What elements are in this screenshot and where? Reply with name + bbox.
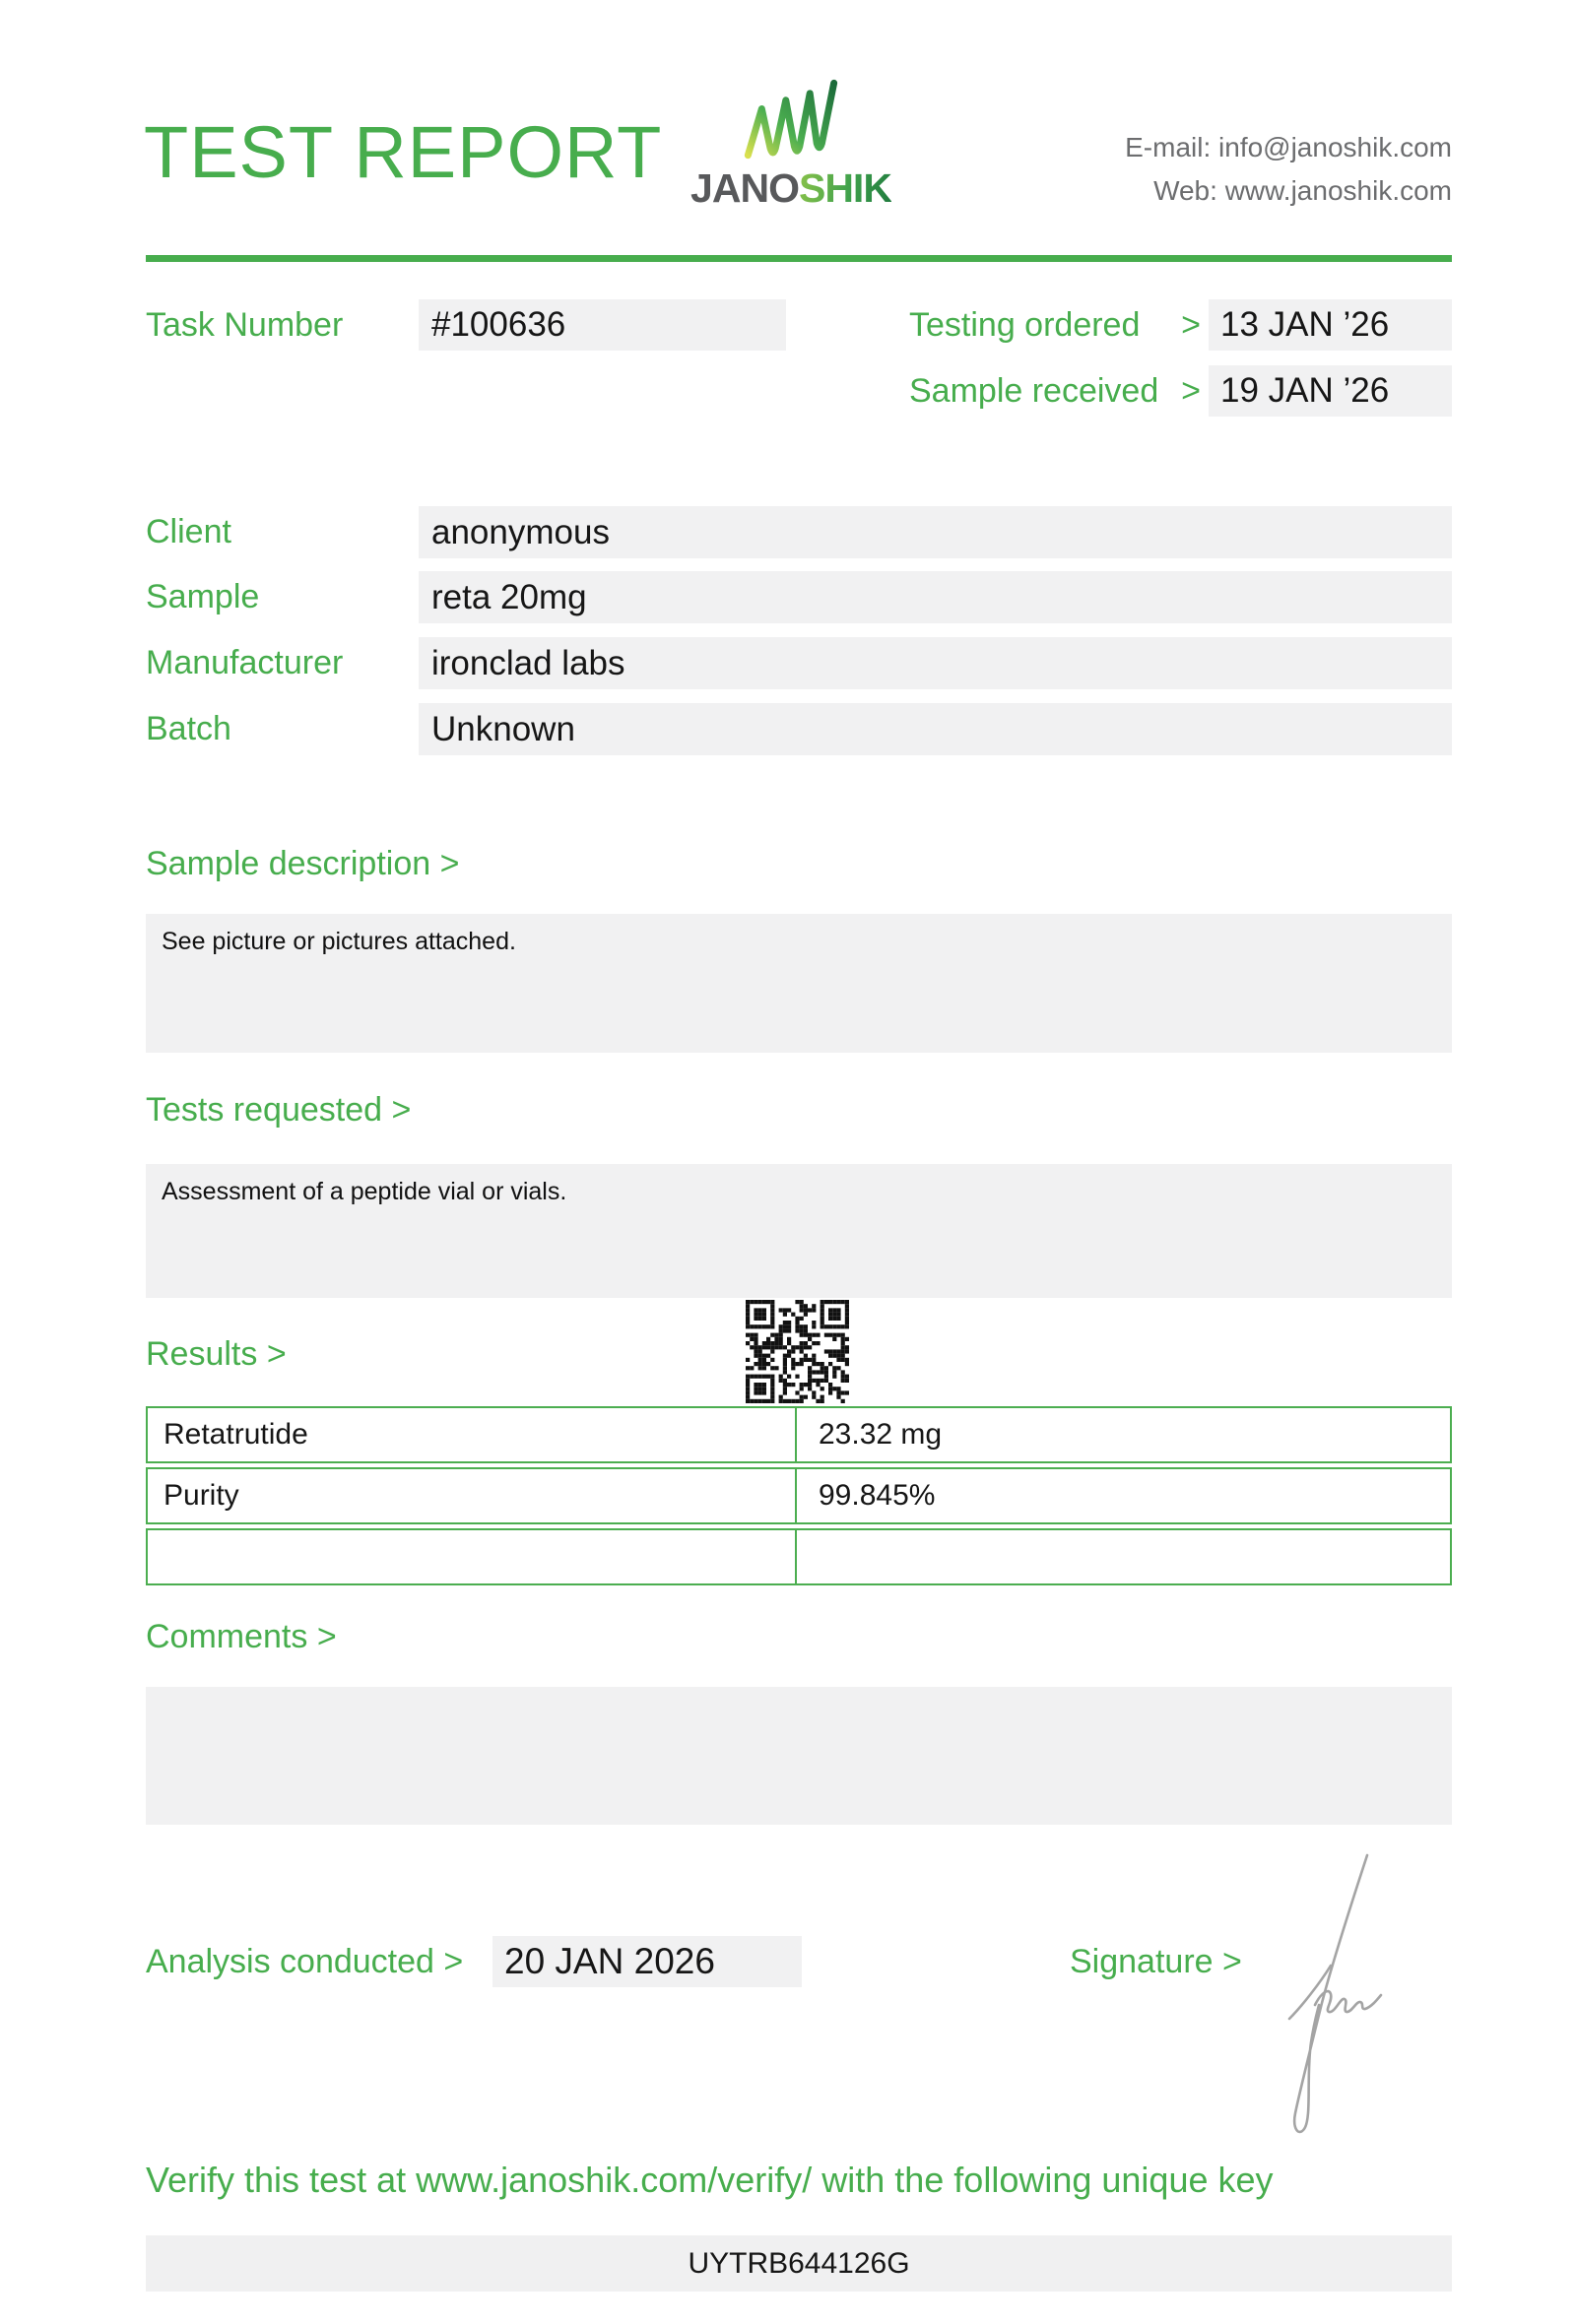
contact-web: Web: www.janoshik.com (1153, 175, 1452, 206)
logo-text-shik: SHIK (798, 165, 891, 211)
results-table (146, 1406, 1452, 1589)
comments-title: Comments > (146, 1618, 337, 1655)
verify-instruction: Verify this test at www.janoshik.com/verify/ with the following unique key (146, 2160, 1274, 2200)
tests-requested-title: Tests requested > (146, 1091, 412, 1129)
chart-trend-logo-icon (744, 79, 838, 160)
signature-image (1266, 1849, 1394, 2145)
sample-description-panel: See picture or pictures attached. (146, 914, 1452, 1053)
task-number-value: #100636 (419, 299, 786, 351)
testing-ordered-label: Testing ordered (909, 306, 1141, 344)
sample-received-value: 19 JAN ’26 (1209, 365, 1452, 417)
janoshik-logo (678, 79, 904, 212)
sample-received-label: Sample received (909, 372, 1159, 410)
contact-block (1125, 126, 1452, 213)
manufacturer-value: ironclad labs (419, 637, 1452, 689)
logo-wordmark (678, 165, 904, 212)
results-title: Results > (146, 1335, 287, 1373)
table-row (146, 1406, 1452, 1463)
comments-panel (146, 1687, 1452, 1825)
sample-description-title: Sample description > (146, 845, 460, 882)
batch-label: Batch (146, 710, 231, 747)
sample-received-arrow-icon: > (1181, 372, 1201, 410)
result-value: 99.845% (819, 1479, 936, 1512)
analysis-conducted-label: Analysis conducted > (146, 1943, 464, 1980)
verify-key: UYTRB644126G (146, 2235, 1452, 2292)
sample-received-row (909, 365, 1201, 417)
result-name (148, 1530, 797, 1583)
signature-label: Signature > (1070, 1943, 1242, 1980)
page-title: TEST REPORT (144, 111, 663, 193)
manufacturer-label: Manufacturer (146, 644, 344, 681)
result-value: 23.32 mg (819, 1418, 943, 1451)
table-row (146, 1528, 1452, 1585)
contact-email: E-mail: info@janoshik.com (1125, 132, 1452, 162)
testing-ordered-arrow-icon: > (1181, 306, 1201, 344)
testing-ordered-row (909, 299, 1201, 351)
tests-requested-panel: Assessment of a peptide vial or vials. (146, 1164, 1452, 1298)
client-label: Client (146, 513, 231, 550)
analysis-conducted-value: 20 JAN 2026 (492, 1936, 802, 1987)
table-row (146, 1467, 1452, 1524)
logo-text-jano: JANO (690, 165, 799, 211)
sample-value: reta 20mg (419, 571, 1452, 623)
result-name: Purity (148, 1469, 797, 1522)
header-divider (146, 255, 1452, 262)
result-name: Retatrutide (148, 1408, 797, 1461)
batch-value: Unknown (419, 703, 1452, 755)
task-number-label: Task Number (146, 306, 344, 344)
sample-label: Sample (146, 578, 260, 615)
result-value (797, 1530, 1450, 1583)
client-value: anonymous (419, 506, 1452, 558)
testing-ordered-value: 13 JAN ’26 (1209, 299, 1452, 351)
qr-code (746, 1300, 849, 1403)
